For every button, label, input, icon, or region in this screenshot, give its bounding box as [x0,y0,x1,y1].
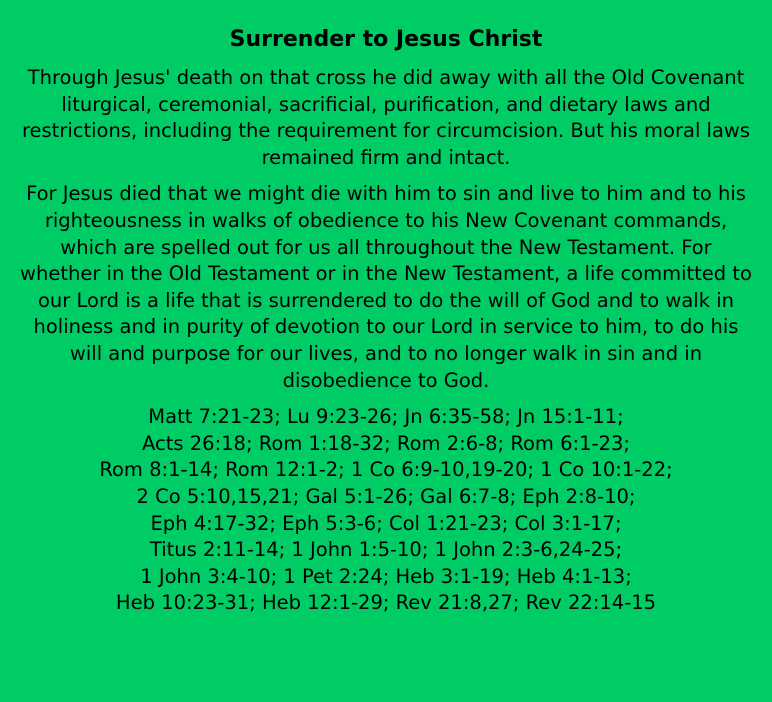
paragraph-surrendered-life: For Jesus died that we might die with him to sin and live to him and to his righteousness in walks of obedience to his New Covenant commands, which are spelled out for us all throughout the New Testament. For whether in the Old Testament or in the New Testament, a life committed to our Lord is a life that is surrendered to do the will of God and to walk in holiness and in purity of devotion to our Lord in service to him, to do his will and purpose for our lives, and to no longer walk in sin and in disobedience to God. [20,182,752,392]
scripture-references [18,404,754,617]
reference-line: Eph 4:17-32; Eph 5:3-6; Col 1:21-23; Col 3:1-17; [150,511,622,535]
reference-line: Acts 26:18; Rom 1:18-32; Rom 2:6-8; Rom 6:1-23; [142,431,630,455]
reference-line: Rom 8:1-14; Rom 12:1-2; 1 Co 6:9-10,19-20; 1 Co 10:1-22; [99,458,673,482]
reference-line: 2 Co 5:10,15,21; Gal 5:1-26; Gal 6:7-8; Eph 2:8-10; [136,484,636,508]
reference-line: 1 John 3:4-10; 1 Pet 2:24; Heb 3:1-19; Heb 4:1-13; [140,564,632,588]
paragraph-old-covenant: Through Jesus' death on that cross he did away with all the Old Covenant liturgical, ceremonial, sacrificial, purification, and dietary laws and restrictions, including the requirement for circumcision. But his moral laws remained firm and intact. [21,66,751,169]
reference-line: Heb 10:23-31; Heb 12:1-29; Rev 21:8,27; Rev 22:14-15 [115,591,657,615]
reference-line: Titus 2:11-14; 1 John 1:5-10; 1 John 2:3-6,24-25; [149,538,623,562]
page-title: Surrender to Jesus Christ [229,27,543,52]
reference-line: Matt 7:21-23; Lu 9:23-26; Jn 6:35-58; Jn 15:1-11; [148,405,624,429]
